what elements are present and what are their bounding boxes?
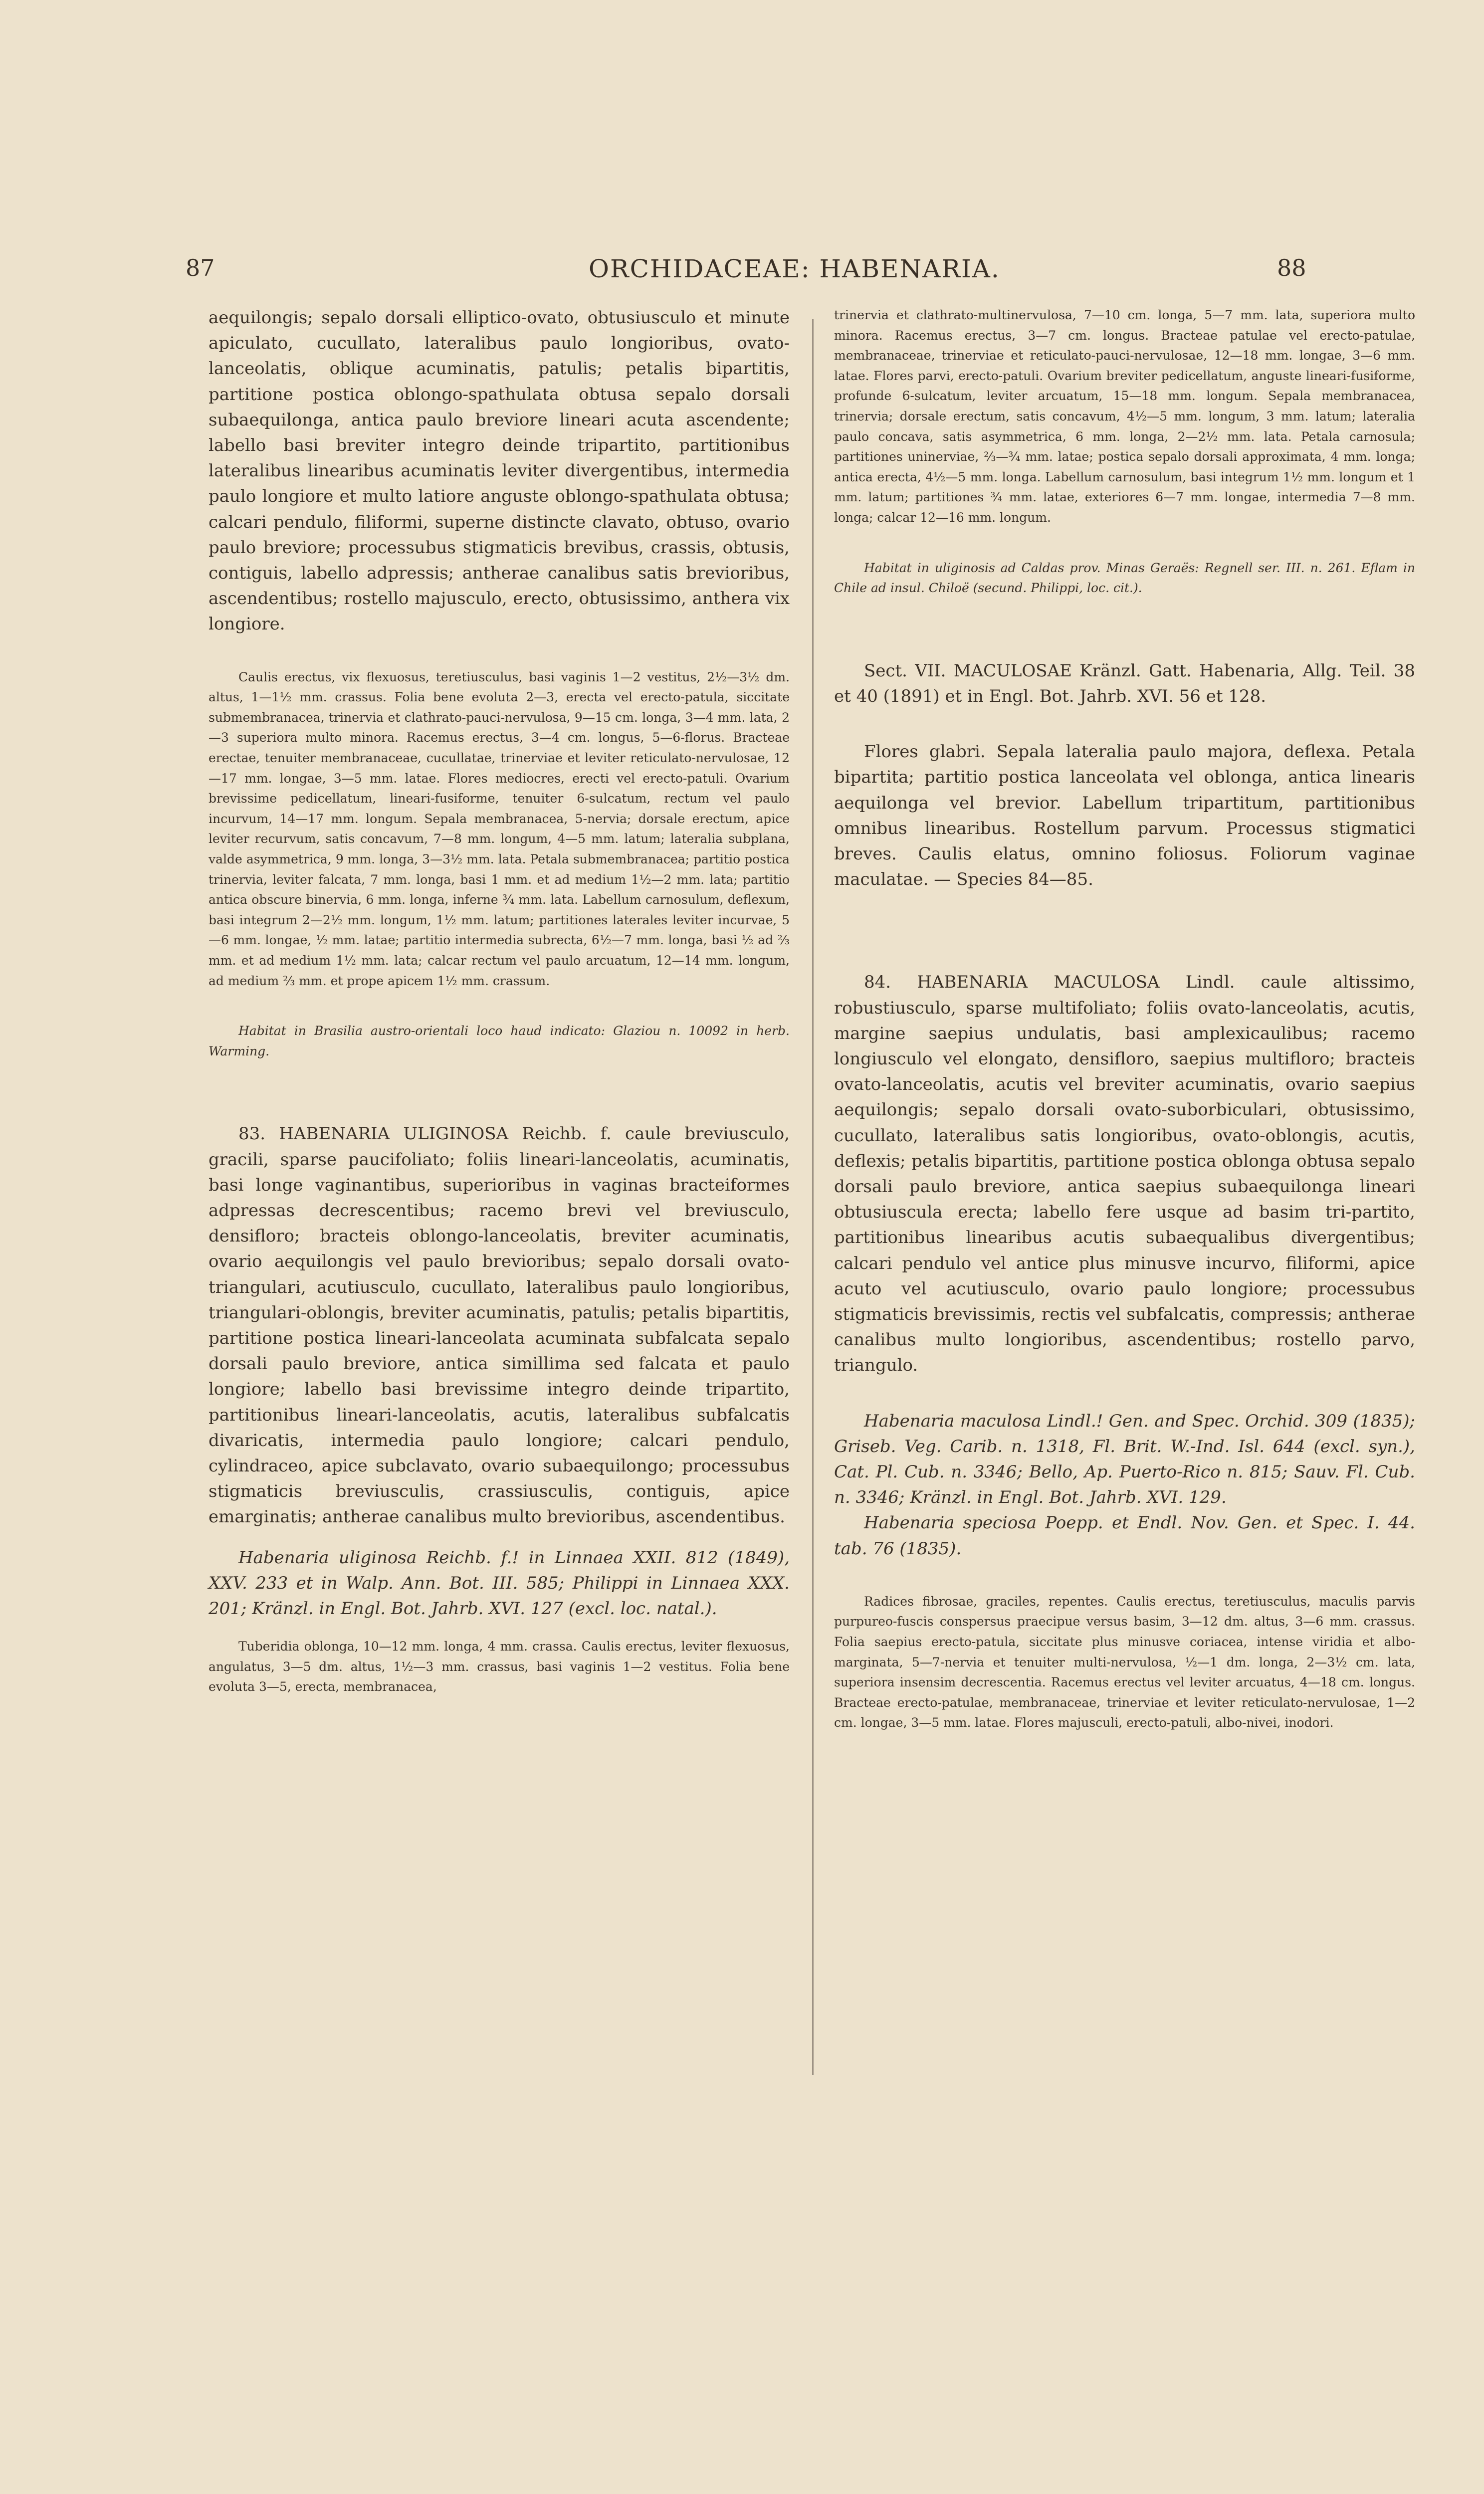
section-vii-heading: Sect. VII. MACULOSAE Kränzl. Gatt. Habenaria, Allg. Teil. 38 et 40 (1891) et in Engl. Bot. Jahrb. XVI. 56 et 128. — [834, 660, 1415, 706]
running-title: ORCHIDACEAE: HABENARIA. — [589, 254, 1000, 283]
section-vii-characters: Flores glabri. Sepala lateralia paulo majora, deflexa. Petala bipartita; partitio postica lanceolata vel oblonga, antica linearis aequilonga vel brevior. Labellum tripartitum, partitionibus omnibus linearibus. Rostellum parvum. Processus stigmatici breves. Caulis elatus, omnino foliosus. Foliorum vaginae maculatae. — Species 84—85. — [834, 742, 1415, 890]
species-84-synonymy: Habenaria maculosa Lindl.! Gen. and Spec. Orchid. 309 (1835); Griseb. Veg. Carib. n. 1318, Fl. Brit. W.-Ind. Isl. 644 (excl. syn.), Cat. Pl. Cub. n. 3346; Bello, Ap. Puerto-Rico n. 815; Sauv. Fl. Cub. n. 3346; Kränzl. in Engl. Bot. Jahrb. XVI. 129. — [834, 1411, 1415, 1508]
species-83-description: Tuberidia oblonga, 10—12 mm. longa, 4 mm. crassa. Caulis erectus, leviter flexuosus, angulatus, 3—5 dm. altus, 1½—3 mm. crassus, basi vaginis 1—2 vestitus. Folia bene evoluta 3—5, erecta, membranacea, — [209, 1639, 790, 1694]
species-83-description-cont: trinervia et clathrato-multinervulosa, 7—10 cm. longa, 5—7 mm. lata, superiora multo minora. Racemus erectus, 3—7 cm. longus. Bracteae patulae vel erecto-patulae, membranaceae, trinerviae et reticulato-pauci-nervulosae, 12—18 mm. longae, 3—6 mm. latae. Flores parvi, erecto-patuli. Ovarium breviter pedicellatum, anguste lineari-fusiforme, profunde 6-sulcatum, leviter arcuatum, 15—18 mm. longum. Sepala membranacea, trinervia; dorsale erectum, satis concavum, 4½—5 mm. longum, 3 mm. latum; lateralia paulo concava, satis asymmetrica, 6 mm. longa, 2—2½ mm. lata. Petala carnosula; partitiones uninerviae, ⅔—¾ mm. latae; postica sepalo dorsali approximata, 4 mm. longa; antica erecta, 4½—5 mm. longa. Labellum carnosulum, basi integrum 1½ mm. longum et 1 mm. latum; partitiones ¾ mm. latae, exteriores 6—7 mm. longae, intermedia 7—8 mm. longa; calcar 12—16 mm. longum. — [834, 308, 1415, 525]
right-column — [834, 305, 1415, 1733]
species-82-description: Caulis erectus, vix flexuosus, teretiusculus, basi vaginis 1—2 vestitus, 2½—3½ dm. altus, 1—1½ mm. crassus. Folia bene evoluta 2—3, erecta vel erecto-patula, siccitate submembranacea, trinervia et clathrato-pauci-nervulosa, 9—15 cm. longa, 3—4 mm. lata, 2—3 superiora multo minora. Racemus erectus, 3—4 cm. longus, 5—6-florus. Bracteae erectae, tenuiter membranaceae, cucullatae, trinerviae et leviter reticulato-nervulosae, 12—17 mm. longae, 3—5 mm. latae. Flores mediocres, erecti vel erecto-patuli. Ovarium brevissime pedicellatum, lineari-fusiforme, tenuiter 6-sulcatum, rectum vel paulo incurvum, 14—17 mm. longum. Sepala membranacea, 5-nervia; dorsale erectum, apice leviter recurvum, satis concavum, 7—8 mm. longum, 4—5 mm. latum; lateralia subplana, valde asymmetrica, 9 mm. longa, 3—3½ mm. lata. Petala submembranacea; partitio postica trinervia, leviter falcata, 7 mm. longa, basi 1 mm. et ad medium 1½—2 mm. lata; partitio antica obscure binervia, 6 mm. longa, inferne ¾ mm. lata. Labellum carnosulum, deflexum, basi integrum 2—2½ mm. longum, 1½ mm. latum; partitiones laterales leviter incurvae, 5—6 mm. longae, ½ mm. latae; partitio intermedia subrecta, 6½—7 mm. longa, basi ½ ad ⅔ mm. et ad medium 1½ mm. lata; calcar rectum vel paulo arcuatum, 12—14 mm. longum, ad medium ⅔ mm. et prope apicem 1½ mm. crassum. — [209, 669, 790, 988]
page-number-left: 87 — [186, 254, 215, 281]
species-82-diagnosis-end: aequilongis; sepalo dorsali elliptico-ovato, obtusiusculo et minute apiculato, cucullato, lateralibus paulo longioribus, ovato-lanceolatis, oblique acuminatis, patulis; petalis bipartitis, partitione postica oblongo-spathulata obtusa sepalo dorsali subaequilonga, antica paulo breviore lineari acuta ascendente; labello basi breviter integro deinde tripartito, partitionibus lateralibus linearibus acuminatis leviter divergentibus, intermedia paulo longiore et multo latiore anguste oblongo-spathulata obtusa; calcari pendulo, filiformi, superne distincte clavato, obtuso, ovario paulo breviore; processubus stigmaticis brevibus, crassis, obtusis, contiguis, labello adpressis; antherae canalibus satis brevioribus, ascendentibus; rostello majusculo, erecto, obtusissimo, anthera vix longiore. — [209, 308, 790, 634]
left-column — [209, 305, 790, 1697]
species-83-synonymy: Habenaria uliginosa Reichb. f.! in Linnaea XXII. 812 (1849), XXV. 233 et in Walp. Ann. Bot. III. 585; Philippi in Linnaea XXX. 201; Kränzl. in Engl. Bot. Jahrb. XVI. 127 (excl. loc. natal.). — [209, 1547, 790, 1619]
species-84-description: Radices fibrosae, graciles, repentes. Caulis erectus, teretiusculus, maculis parvis purpureo-fuscis conspersus praecipue versus basim, 3—12 dm. altus, 3—6 mm. crassus. Folia saepius erecto-patula, siccitate plus minusve coriacea, intense viridia et albo-marginata, 5—7-nervia et tenuiter multi-nervulosa, ½—1 dm. longa, 2—3½ cm. lata, superiora insensim decrescentia. Racemus erectus vel leviter arcuatus, 4—18 cm. longus. Bracteae erecto-patulae, membranaceae, trinerviae et leviter reticulato-nervulosae, 1—2 cm. longae, 3—5 mm. latae. Flores majusculi, erecto-patuli, albo-nivei, inodori. — [834, 1594, 1415, 1730]
species-84-synonym-2: Habenaria speciosa Poepp. et Endl. Nov. Gen. et Spec. I. 44. tab. 76 (1835). — [834, 1513, 1415, 1559]
species-84-diagnosis: 84. HABENARIA MACULOSA Lindl. caule altissimo, robustiusculo, sparse multifoliato; foliis ovato-lanceolatis, acutis, margine saepius undulatis, basi amplexicaulibus; racemo longiusculo vel elongato, densifloro, saepius multifloro; bracteis ovato-lanceolatis, acutis vel breviter acuminatis, ovario saepius aequilongis; sepalo dorsali ovato-suborbiculari, obtusissimo, cucullato, lateralibus satis longioribus, ovato-oblongis, acutis, deflexis; petalis bipartitis, partitione postica oblonga obtusa sepalo dorsali paulo breviore, antica saepius subaequilonga lineari obtusiuscula erecta; labello fere usque ad basim tri-partito, partitionibus linearibus acutis subaequalibus divergentibus; calcari pendulo vel antice plus minusve incurvo, filiformi, apice acuto vel acutiusculo, ovario paulo longiore; processubus stigmaticis brevissimis, rectis vel subfalcatis, compressis; antherae canalibus multo longioribus, ascendentibus; rostello parvo, triangulo. — [834, 972, 1415, 1376]
page-number-right: 88 — [1277, 254, 1306, 281]
species-83-habitat: Habitat in uliginosis ad Caldas prov. Minas Geraës: Regnell ser. III. n. 261. Eflam in Chile ad insul. Chiloë (secund. Philippi, loc. cit.). — [834, 560, 1415, 596]
column-divider — [812, 319, 814, 2075]
species-83-diagnosis: 83. HABENARIA ULIGINOSA Reichb. f. caule breviusculo, gracili, sparse paucifoliato; foliis lineari-lanceolatis, acuminatis, basi longe vaginantibus, superioribus in vaginas bracteiformes adpressas decrescentibus; racemo brevi vel breviusculo, densifloro; bracteis oblongo-lanceolatis, breviter acuminatis, ovario aequilongis vel paulo brevioribus; sepalo dorsali ovato-triangulari, acutiusculo, cucullato, lateralibus paulo longioribus, triangulari-oblongis, breviter acuminatis, patulis; petalis bipartitis, partitione postica lineari-lanceolata acuminata subfalcata sepalo dorsali paulo breviore, antica simillima sed falcata et paulo longiore; labello basi brevissime integro deinde tripartito, partitionibus lineari-lanceolatis, acutis, lateralibus subfalcatis divaricatis, intermedia paulo longiore; calcari pendulo, cylindraceo, apice subclavato, ovario subaequilongo; processubus stigmaticis breviusculis, crassiusculis, contiguis, apice emarginatis; antherae canalibus multo brevioribus, ascendentibus. — [209, 1124, 790, 1527]
species-82-habitat: Habitat in Brasilia austro-orientali loco haud indicato: Glaziou n. 10092 in herb. Warming. — [209, 1024, 790, 1058]
